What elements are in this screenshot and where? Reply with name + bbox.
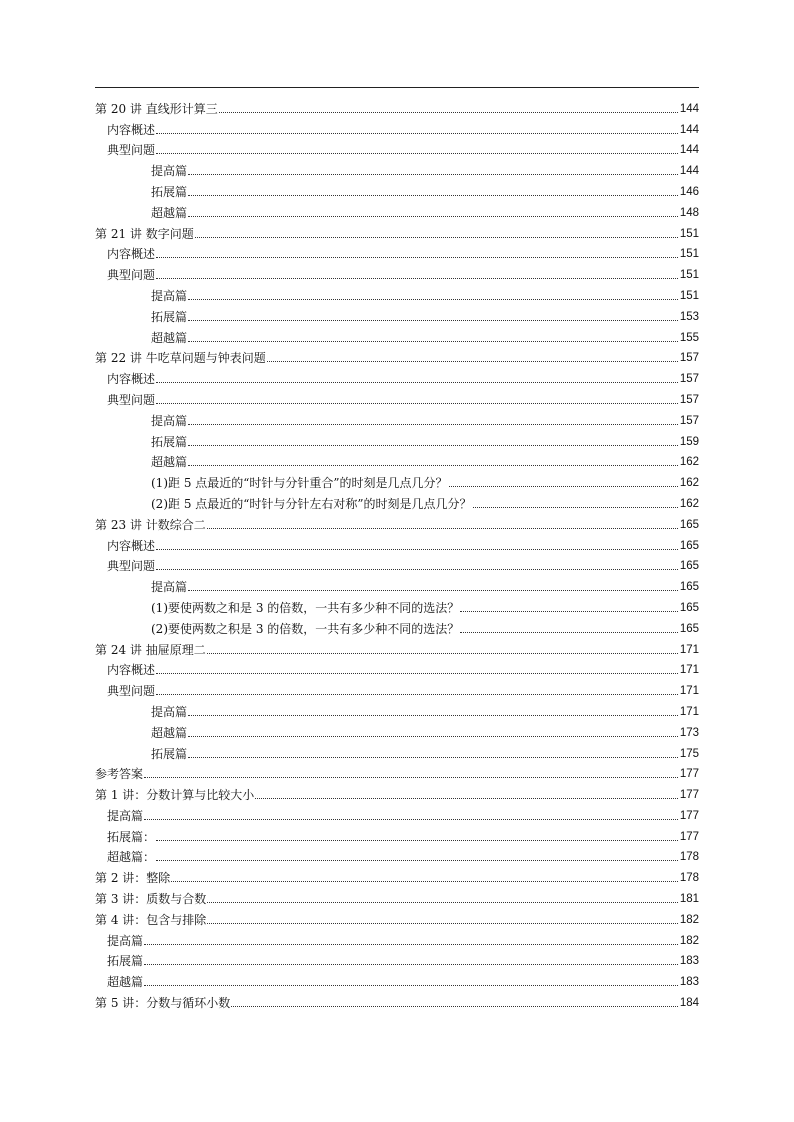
toc-entry[interactable] xyxy=(95,116,699,137)
dot-leader xyxy=(156,153,678,154)
toc-entry[interactable] xyxy=(95,719,699,740)
toc-entry-title: 超越篇： xyxy=(107,850,156,865)
dot-leader xyxy=(144,777,678,778)
toc-entry-page-number: 171 xyxy=(679,643,699,656)
toc-entry-title: (2)距 5 点最近的“时针与分针左右对称”的时刻是几点几分？ xyxy=(151,496,472,511)
toc-entry[interactable] xyxy=(95,261,699,282)
dot-leader xyxy=(156,549,678,550)
dot-leader xyxy=(188,465,678,466)
toc-entry[interactable] xyxy=(95,698,699,719)
toc-entry-title: 典型问题 xyxy=(107,268,156,283)
toc-entry[interactable] xyxy=(95,137,699,158)
toc-entry-page-number: 165 xyxy=(679,622,699,635)
toc-entry-title: 提高篇 xyxy=(151,704,188,719)
dot-leader xyxy=(449,486,678,487)
toc-entry[interactable] xyxy=(95,594,699,615)
toc-entry-title: 典型问题 xyxy=(107,392,156,407)
toc-entry-page-number: 157 xyxy=(679,352,699,365)
toc-entry-page-number: 177 xyxy=(679,809,699,822)
dot-leader xyxy=(156,403,678,404)
toc-entry-page-number: 171 xyxy=(679,705,699,718)
toc-entry[interactable] xyxy=(95,428,699,449)
toc-entry-page-number: 153 xyxy=(679,310,699,323)
dot-leader xyxy=(156,257,678,258)
toc-entry-title: 第 3 讲：质数与合数 xyxy=(95,892,207,907)
dot-leader xyxy=(171,881,678,882)
toc-entry-page-number: 144 xyxy=(679,165,699,178)
toc-entry-page-number: 171 xyxy=(679,664,699,677)
toc-entry-page-number: 148 xyxy=(679,206,699,219)
dot-leader xyxy=(156,278,678,279)
toc-entry[interactable] xyxy=(95,303,699,324)
toc-entry-title: 拓展篇 xyxy=(151,309,188,324)
toc-entry-page-number: 175 xyxy=(679,747,699,760)
toc-entry-title: 内容概述 xyxy=(107,538,156,553)
toc-entry-title: 第 2 讲：整除 xyxy=(95,871,171,886)
toc-entry-page-number: 144 xyxy=(679,144,699,157)
toc-entry-page-number: 171 xyxy=(679,685,699,698)
dot-leader xyxy=(188,341,678,342)
toc-entry[interactable] xyxy=(95,553,699,574)
dot-leader xyxy=(207,902,678,903)
toc-entry[interactable] xyxy=(95,345,699,366)
toc-entry-title: 提高篇 xyxy=(151,288,188,303)
toc-entry[interactable] xyxy=(95,178,699,199)
dot-leader xyxy=(231,1006,678,1007)
dot-leader xyxy=(156,133,678,134)
toc-entry-title: 超越篇 xyxy=(151,330,188,345)
toc-entry-page-number: 159 xyxy=(679,435,699,448)
toc-entry-page-number: 162 xyxy=(679,477,699,490)
toc-entry[interactable] xyxy=(95,677,699,698)
toc-entry[interactable] xyxy=(95,220,699,241)
toc-entry-page-number: 162 xyxy=(679,497,699,510)
toc-entry[interactable] xyxy=(95,740,699,761)
toc-entry-page-number: 151 xyxy=(679,289,699,302)
toc-entry[interactable] xyxy=(95,199,699,220)
toc-entry-page-number: 157 xyxy=(679,393,699,406)
toc-entry[interactable] xyxy=(95,573,699,594)
toc-entry-page-number: 144 xyxy=(679,102,699,115)
toc-entry-title: 超越篇 xyxy=(151,455,188,470)
toc-entry-page-number: 144 xyxy=(679,123,699,136)
toc-entry-page-number: 182 xyxy=(679,913,699,926)
toc-entry-page-number: 151 xyxy=(679,248,699,261)
dot-leader xyxy=(156,860,678,861)
toc-entry-page-number: 165 xyxy=(679,601,699,614)
toc-entry-page-number: 162 xyxy=(679,456,699,469)
toc-entry-page-number: 182 xyxy=(679,934,699,947)
toc-entry-page-number: 165 xyxy=(679,560,699,573)
toc-entry[interactable] xyxy=(95,449,699,470)
toc-entry-title: 拓展篇 xyxy=(151,746,188,761)
dot-leader xyxy=(255,798,678,799)
toc-entry[interactable] xyxy=(95,324,699,345)
toc-entry-page-number: 151 xyxy=(679,227,699,240)
toc-entry[interactable] xyxy=(95,511,699,532)
dot-leader xyxy=(460,611,678,612)
toc-entry-title: (2)要使两数之积是 3 的倍数，一共有多少种不同的选法？ xyxy=(151,621,460,636)
dot-leader xyxy=(144,819,678,820)
toc-entry-page-number: 184 xyxy=(679,997,699,1010)
toc-entry-page-number: 165 xyxy=(679,518,699,531)
toc-entry-title: 超越篇 xyxy=(107,975,144,990)
toc-entry-title: 内容概述 xyxy=(107,122,156,137)
toc-entry[interactable] xyxy=(95,989,699,1010)
toc-entry[interactable] xyxy=(95,241,699,262)
dot-leader xyxy=(156,673,678,674)
toc-entry-page-number: 178 xyxy=(679,851,699,864)
toc-entry-title: 第 23 讲 计数综合二 xyxy=(95,517,206,532)
toc-entry[interactable] xyxy=(95,864,699,885)
dot-leader xyxy=(473,507,678,508)
dot-leader xyxy=(188,174,678,175)
toc-entry[interactable] xyxy=(95,282,699,303)
dot-leader xyxy=(144,964,678,965)
toc-entry[interactable] xyxy=(95,968,699,989)
toc-entry-title: 拓展篇： xyxy=(107,829,156,844)
toc-entry-page-number: 177 xyxy=(679,768,699,781)
toc-entry-title: 拓展篇 xyxy=(151,184,188,199)
toc-entry-title: 内容概述 xyxy=(107,372,156,387)
dot-leader xyxy=(207,653,678,654)
toc-entry-title: 拓展篇 xyxy=(151,434,188,449)
dot-leader xyxy=(156,840,678,841)
dot-leader xyxy=(195,237,678,238)
toc-entry-title: 提高篇 xyxy=(151,413,188,428)
toc-entry-page-number: 178 xyxy=(679,872,699,885)
toc-entry[interactable] xyxy=(95,823,699,844)
toc-entry-page-number: 157 xyxy=(679,414,699,427)
toc-entry-title: 典型问题 xyxy=(107,143,156,158)
toc-entry-title: 第 22 讲 牛吃草问题与钟表问题 xyxy=(95,351,266,366)
toc-entry-title: 第 20 讲 直线形计算三 xyxy=(95,101,218,116)
toc-entry-page-number: 183 xyxy=(679,976,699,989)
dot-leader xyxy=(156,694,678,695)
toc-entry-title: 拓展篇 xyxy=(107,954,144,969)
toc-entry-page-number: 165 xyxy=(679,581,699,594)
toc-entry[interactable] xyxy=(95,157,699,178)
toc-entry[interactable] xyxy=(95,95,699,116)
toc-entry-title: 参考答案 xyxy=(95,767,144,782)
toc-entry-title: 第 5 讲：分数与循环小数 xyxy=(95,996,231,1011)
toc-entry-title: 第 24 讲 抽屉原理二 xyxy=(95,642,206,657)
toc-entry[interactable] xyxy=(95,386,699,407)
dot-leader xyxy=(144,985,678,986)
dot-leader xyxy=(188,216,678,217)
toc-entry-page-number: 177 xyxy=(679,789,699,802)
dot-leader xyxy=(188,736,678,737)
toc-entry-title: 典型问题 xyxy=(107,684,156,699)
dot-leader xyxy=(188,715,678,716)
toc-entry-title: 提高篇 xyxy=(107,933,144,948)
toc-entry-title: 内容概述 xyxy=(107,663,156,678)
toc-entry-title: 提高篇 xyxy=(151,580,188,595)
dot-leader xyxy=(207,528,678,529)
toc-entry-title: 内容概述 xyxy=(107,247,156,262)
toc-entry-title: (1)要使两数之和是 3 的倍数，一共有多少种不同的选法？ xyxy=(151,600,460,615)
toc-entry-page-number: 181 xyxy=(679,893,699,906)
toc-entry[interactable] xyxy=(95,906,699,927)
dot-leader xyxy=(156,569,678,570)
toc-entry-title: 提高篇 xyxy=(107,808,144,823)
toc-entry[interactable] xyxy=(95,948,699,969)
dot-leader xyxy=(156,382,678,383)
toc-entry-page-number: 177 xyxy=(679,830,699,843)
dot-leader xyxy=(188,424,678,425)
dot-leader xyxy=(188,195,678,196)
toc-entry-page-number: 173 xyxy=(679,726,699,739)
toc-entry[interactable] xyxy=(95,365,699,386)
toc-entry-title: (1)距 5 点最近的“时针与分针重合”的时刻是几点几分？ xyxy=(151,476,448,491)
toc-entry[interactable] xyxy=(95,844,699,865)
toc-entry[interactable] xyxy=(95,927,699,948)
toc-entry-page-number: 157 xyxy=(679,373,699,386)
toc-entry-title: 第 4 讲：包含与排除 xyxy=(95,912,207,927)
toc-entry-title: 提高篇 xyxy=(151,164,188,179)
toc-entry-page-number: 183 xyxy=(679,955,699,968)
toc-entry[interactable] xyxy=(95,532,699,553)
dot-leader xyxy=(188,299,678,300)
toc-entry-page-number: 155 xyxy=(679,331,699,344)
toc-entry-title: 典型问题 xyxy=(107,559,156,574)
dot-leader xyxy=(188,320,678,321)
toc-entry[interactable] xyxy=(95,636,699,657)
toc-entry[interactable] xyxy=(95,469,699,490)
toc-entry-title: 第 1 讲：分数计算与比较大小 xyxy=(95,788,255,803)
toc-entry-title: 超越篇 xyxy=(151,205,188,220)
dot-leader xyxy=(460,632,678,633)
toc-entry[interactable] xyxy=(95,781,699,802)
dot-leader xyxy=(207,923,678,924)
toc-entry[interactable] xyxy=(95,885,699,906)
toc-entry-page-number: 165 xyxy=(679,539,699,552)
dot-leader xyxy=(267,361,678,362)
toc-entry[interactable] xyxy=(95,490,699,511)
toc-entry-page-number: 146 xyxy=(679,185,699,198)
dot-leader xyxy=(144,944,678,945)
toc-entry[interactable] xyxy=(95,761,699,782)
dot-leader xyxy=(188,590,678,591)
dot-leader xyxy=(188,757,678,758)
toc-entry-title: 超越篇 xyxy=(151,725,188,740)
toc-entry[interactable] xyxy=(95,407,699,428)
toc-entry-title: 第 21 讲 数字问题 xyxy=(95,226,194,241)
toc-entry[interactable] xyxy=(95,657,699,678)
dot-leader xyxy=(219,112,678,113)
toc-entry-page-number: 151 xyxy=(679,269,699,282)
table-of-contents xyxy=(95,95,699,1010)
dot-leader xyxy=(188,445,678,446)
header-rule xyxy=(95,87,699,88)
toc-entry[interactable] xyxy=(95,615,699,636)
toc-entry[interactable] xyxy=(95,802,699,823)
